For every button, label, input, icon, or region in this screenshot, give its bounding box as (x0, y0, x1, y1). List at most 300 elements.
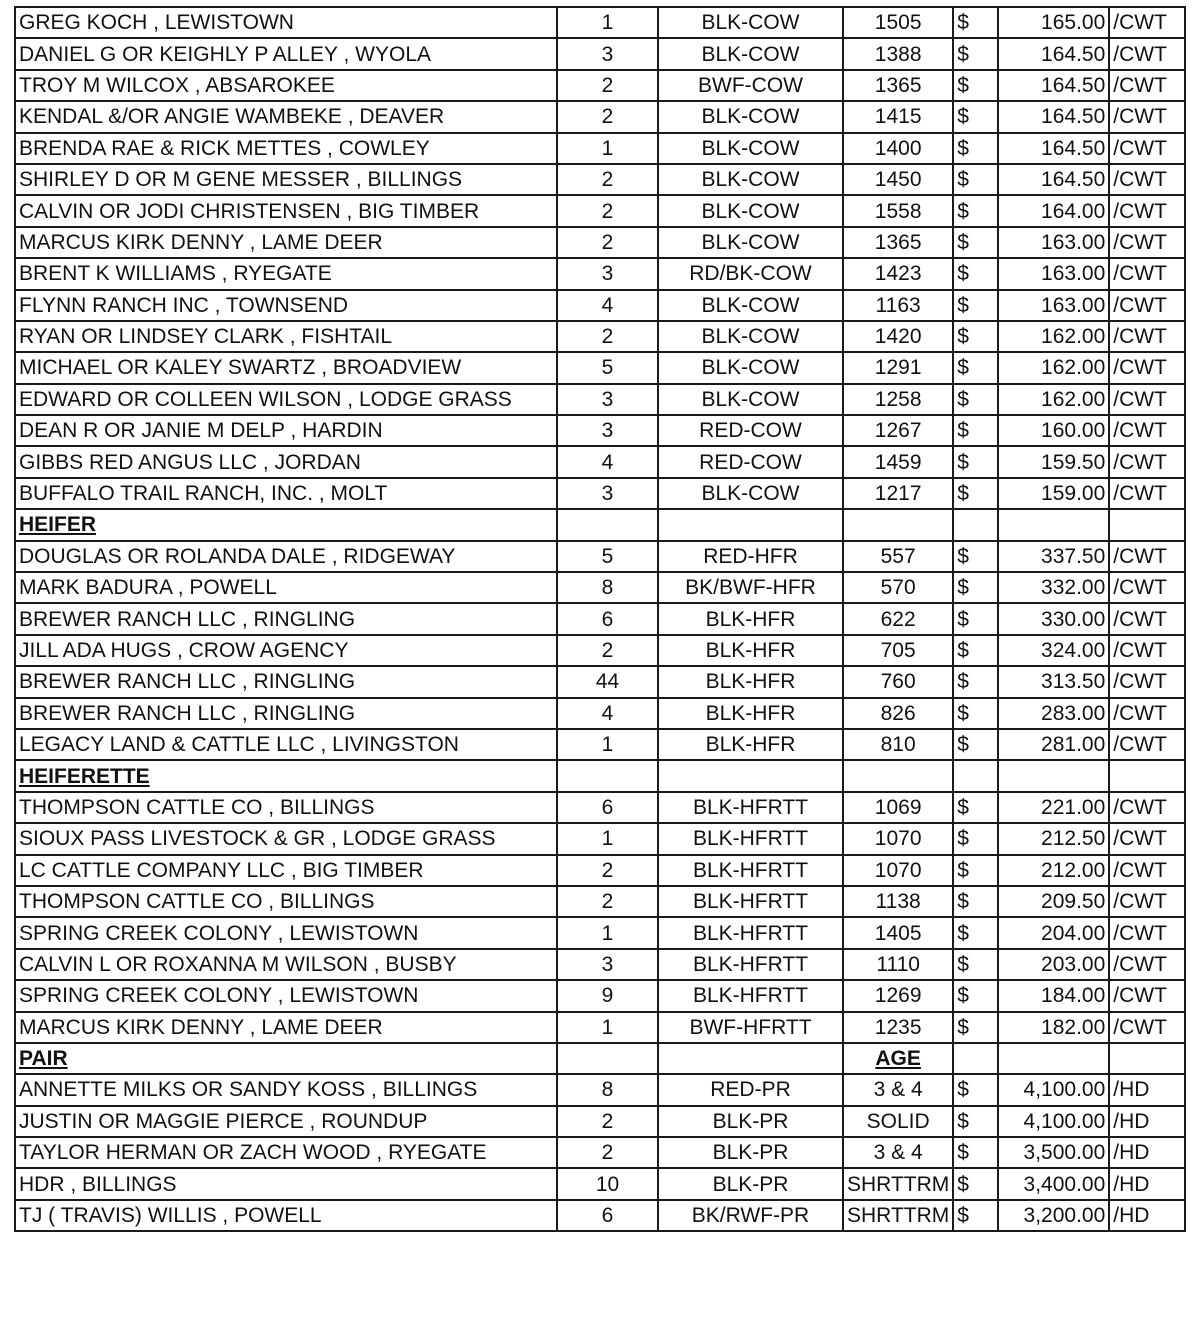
consignor-name-cell: KENDAL &/OR ANGIE WAMBEKE , DEAVER (15, 101, 557, 132)
head-count-cell: 44 (557, 666, 658, 697)
cattle-type-cell: BLK-COW (658, 7, 843, 38)
weight-cell: 1291 (843, 352, 953, 383)
price-unit-cell: /HD (1109, 1137, 1185, 1168)
consignor-name-cell: CALVIN OR JODI CHRISTENSEN , BIG TIMBER (15, 195, 557, 226)
price-unit-cell: /CWT (1109, 38, 1185, 69)
head-count-cell: 8 (557, 572, 658, 603)
cattle-type-cell: BLK-HFRTT (658, 792, 843, 823)
currency-symbol-cell: $ (953, 101, 998, 132)
table-row (15, 823, 1185, 854)
price-cell: 159.00 (998, 478, 1109, 509)
table-row (15, 384, 1185, 415)
currency-symbol-cell: $ (953, 258, 998, 289)
table-row (15, 603, 1185, 634)
weight-cell: 1069 (843, 792, 953, 823)
weight-cell: 1388 (843, 38, 953, 69)
table-row (15, 855, 1185, 886)
consignor-name-cell: SIOUX PASS LIVESTOCK & GR , LODGE GRASS (15, 823, 557, 854)
currency-symbol-cell: $ (953, 541, 998, 572)
consignor-name-cell: TAYLOR HERMAN OR ZACH WOOD , RYEGATE (15, 1137, 557, 1168)
price-cell: 165.00 (998, 7, 1109, 38)
price-cell: 163.00 (998, 290, 1109, 321)
section-label: AGE (843, 1043, 953, 1074)
consignor-name-cell: HDR , BILLINGS (15, 1168, 557, 1199)
section-label (843, 760, 953, 791)
consignor-name-cell: THOMPSON CATTLE CO , BILLINGS (15, 886, 557, 917)
currency-symbol-cell: $ (953, 290, 998, 321)
table-row (15, 1106, 1185, 1137)
weight-cell: 760 (843, 666, 953, 697)
price-cell: 164.50 (998, 164, 1109, 195)
price-unit-cell (1109, 760, 1185, 791)
price-cell: 3,200.00 (998, 1200, 1109, 1231)
currency-symbol-cell: $ (953, 195, 998, 226)
price-cell: 162.00 (998, 321, 1109, 352)
price-unit-cell: /CWT (1109, 698, 1185, 729)
cattle-type-cell: BLK-PR (658, 1106, 843, 1137)
price-unit-cell: /CWT (1109, 1012, 1185, 1043)
table-row (15, 258, 1185, 289)
head-count-cell: 3 (557, 258, 658, 289)
price-unit-cell: /CWT (1109, 227, 1185, 258)
price-cell: 4,100.00 (998, 1074, 1109, 1105)
table-row (15, 101, 1185, 132)
table-row (15, 38, 1185, 69)
currency-symbol-cell: $ (953, 352, 998, 383)
price-cell (998, 1043, 1109, 1074)
head-count-cell: 3 (557, 38, 658, 69)
cattle-type-cell (658, 509, 843, 540)
weight-cell: 1163 (843, 290, 953, 321)
price-unit-cell: /CWT (1109, 729, 1185, 760)
weight-cell: 1258 (843, 384, 953, 415)
consignor-name-cell: DEAN R OR JANIE M DELP , HARDIN (15, 415, 557, 446)
price-cell: 162.00 (998, 384, 1109, 415)
price-cell: 221.00 (998, 792, 1109, 823)
price-unit-cell: /CWT (1109, 855, 1185, 886)
table-row (15, 446, 1185, 477)
consignor-name-cell: ANNETTE MILKS OR SANDY KOSS , BILLINGS (15, 1074, 557, 1105)
table-row (15, 478, 1185, 509)
price-cell: 203.00 (998, 949, 1109, 980)
head-count-cell: 1 (557, 729, 658, 760)
cattle-type-cell: BLK-HFRTT (658, 886, 843, 917)
weight-cell: SHRTTRM (843, 1200, 953, 1231)
currency-symbol-cell (953, 1043, 998, 1074)
section-header-row (15, 1043, 1185, 1074)
head-count-cell: 2 (557, 227, 658, 258)
head-count-cell: 1 (557, 1012, 658, 1043)
head-count-cell (557, 760, 658, 791)
price-cell: 159.50 (998, 446, 1109, 477)
price-cell: 204.00 (998, 917, 1109, 948)
price-unit-cell (1109, 1043, 1185, 1074)
cattle-type-cell (658, 760, 843, 791)
price-unit-cell: /CWT (1109, 823, 1185, 854)
table-row (15, 729, 1185, 760)
currency-symbol-cell: $ (953, 1168, 998, 1199)
head-count-cell (557, 509, 658, 540)
table-row (15, 949, 1185, 980)
currency-symbol-cell: $ (953, 1137, 998, 1168)
weight-cell: 1138 (843, 886, 953, 917)
price-cell: 212.00 (998, 855, 1109, 886)
table-row (15, 666, 1185, 697)
cattle-type-cell: BLK-COW (658, 38, 843, 69)
table-row (15, 133, 1185, 164)
currency-symbol-cell: $ (953, 635, 998, 666)
price-cell: 324.00 (998, 635, 1109, 666)
cattle-type-cell: BLK-COW (658, 101, 843, 132)
currency-symbol-cell (953, 509, 998, 540)
price-cell: 160.00 (998, 415, 1109, 446)
price-unit-cell: /CWT (1109, 133, 1185, 164)
weight-cell: 1365 (843, 70, 953, 101)
price-cell: 3,500.00 (998, 1137, 1109, 1168)
table-row (15, 1200, 1185, 1231)
head-count-cell: 4 (557, 290, 658, 321)
consignor-name-cell: TROY M WILCOX , ABSAROKEE (15, 70, 557, 101)
cattle-type-cell: BLK-HFR (658, 666, 843, 697)
price-cell: 337.50 (998, 541, 1109, 572)
price-unit-cell: /CWT (1109, 478, 1185, 509)
currency-symbol-cell: $ (953, 572, 998, 603)
weight-cell: 810 (843, 729, 953, 760)
currency-symbol-cell: $ (953, 1200, 998, 1231)
weight-cell: 1558 (843, 195, 953, 226)
consignor-name-cell: LC CATTLE COMPANY LLC , BIG TIMBER (15, 855, 557, 886)
cattle-type-cell: BLK-PR (658, 1168, 843, 1199)
cattle-type-cell: BLK-COW (658, 478, 843, 509)
currency-symbol-cell: $ (953, 1012, 998, 1043)
consignor-name-cell: SPRING CREEK COLONY , LEWISTOWN (15, 917, 557, 948)
weight-cell: 826 (843, 698, 953, 729)
price-unit-cell: /CWT (1109, 603, 1185, 634)
head-count-cell: 1 (557, 133, 658, 164)
price-cell: 182.00 (998, 1012, 1109, 1043)
currency-symbol-cell: $ (953, 729, 998, 760)
currency-symbol-cell: $ (953, 227, 998, 258)
weight-cell: 3 & 4 (843, 1074, 953, 1105)
consignor-name-cell: SPRING CREEK COLONY , LEWISTOWN (15, 980, 557, 1011)
consignor-name-cell: EDWARD OR COLLEEN WILSON , LODGE GRASS (15, 384, 557, 415)
cattle-type-cell: BLK-COW (658, 321, 843, 352)
weight-cell: 1459 (843, 446, 953, 477)
currency-symbol-cell: $ (953, 7, 998, 38)
price-cell: 163.00 (998, 258, 1109, 289)
table-row (15, 886, 1185, 917)
head-count-cell: 1 (557, 917, 658, 948)
table-row (15, 792, 1185, 823)
price-cell: 4,100.00 (998, 1106, 1109, 1137)
consignor-name-cell: CALVIN L OR ROXANNA M WILSON , BUSBY (15, 949, 557, 980)
consignor-name-cell: THOMPSON CATTLE CO , BILLINGS (15, 792, 557, 823)
cattle-type-cell: BLK-HFR (658, 635, 843, 666)
currency-symbol-cell: $ (953, 855, 998, 886)
price-unit-cell: /CWT (1109, 792, 1185, 823)
weight-cell: SOLID (843, 1106, 953, 1137)
weight-cell: 1217 (843, 478, 953, 509)
price-cell: 163.00 (998, 227, 1109, 258)
cattle-type-cell: BLK-HFRTT (658, 823, 843, 854)
currency-symbol-cell: $ (953, 823, 998, 854)
head-count-cell: 2 (557, 321, 658, 352)
head-count-cell: 2 (557, 635, 658, 666)
currency-symbol-cell: $ (953, 70, 998, 101)
head-count-cell: 2 (557, 164, 658, 195)
head-count-cell: 2 (557, 1137, 658, 1168)
currency-symbol-cell: $ (953, 415, 998, 446)
currency-symbol-cell: $ (953, 164, 998, 195)
price-unit-cell: /CWT (1109, 446, 1185, 477)
price-unit-cell: /CWT (1109, 7, 1185, 38)
price-unit-cell: /CWT (1109, 258, 1185, 289)
weight-cell: 1400 (843, 133, 953, 164)
price-unit-cell: /CWT (1109, 415, 1185, 446)
table-row (15, 7, 1185, 38)
weight-cell: 1070 (843, 823, 953, 854)
currency-symbol-cell: $ (953, 384, 998, 415)
weight-cell: 1235 (843, 1012, 953, 1043)
head-count-cell: 6 (557, 792, 658, 823)
price-unit-cell: /CWT (1109, 917, 1185, 948)
price-unit-cell: /CWT (1109, 321, 1185, 352)
consignor-name-cell: JILL ADA HUGS , CROW AGENCY (15, 635, 557, 666)
currency-symbol-cell: $ (953, 446, 998, 477)
cattle-type-cell: BLK-HFR (658, 603, 843, 634)
head-count-cell: 5 (557, 352, 658, 383)
consignor-name-cell: MARK BADURA , POWELL (15, 572, 557, 603)
cattle-type-cell: RD/BK-COW (658, 258, 843, 289)
head-count-cell: 9 (557, 980, 658, 1011)
head-count-cell: 2 (557, 886, 658, 917)
head-count-cell: 3 (557, 384, 658, 415)
consignor-name-cell: DOUGLAS OR ROLANDA DALE , RIDGEWAY (15, 541, 557, 572)
currency-symbol-cell: $ (953, 792, 998, 823)
price-cell: 332.00 (998, 572, 1109, 603)
sale-table-body (15, 7, 1185, 1231)
price-unit-cell: /CWT (1109, 572, 1185, 603)
weight-cell: 1505 (843, 7, 953, 38)
price-cell: 164.50 (998, 101, 1109, 132)
currency-symbol-cell: $ (953, 321, 998, 352)
consignor-name-cell: BREWER RANCH LLC , RINGLING (15, 698, 557, 729)
weight-cell: 570 (843, 572, 953, 603)
head-count-cell (557, 1043, 658, 1074)
weight-cell: 1450 (843, 164, 953, 195)
currency-symbol-cell: $ (953, 1106, 998, 1137)
weight-cell: 1423 (843, 258, 953, 289)
price-cell (998, 760, 1109, 791)
weight-cell: 1420 (843, 321, 953, 352)
table-row (15, 541, 1185, 572)
cattle-type-cell: BWF-COW (658, 70, 843, 101)
currency-symbol-cell: $ (953, 917, 998, 948)
price-cell: 162.00 (998, 352, 1109, 383)
price-unit-cell: /CWT (1109, 164, 1185, 195)
section-label: HEIFERETTE (15, 760, 557, 791)
head-count-cell: 2 (557, 101, 658, 132)
consignor-name-cell: BREWER RANCH LLC , RINGLING (15, 603, 557, 634)
currency-symbol-cell: $ (953, 38, 998, 69)
cattle-type-cell: BLK-COW (658, 384, 843, 415)
price-unit-cell: /HD (1109, 1168, 1185, 1199)
price-unit-cell: /CWT (1109, 949, 1185, 980)
table-row (15, 415, 1185, 446)
currency-symbol-cell: $ (953, 133, 998, 164)
price-cell: 209.50 (998, 886, 1109, 917)
table-row (15, 227, 1185, 258)
cattle-type-cell: BLK-COW (658, 352, 843, 383)
weight-cell: SHRTTRM (843, 1168, 953, 1199)
cattle-type-cell: BLK-COW (658, 195, 843, 226)
currency-symbol-cell: $ (953, 603, 998, 634)
currency-symbol-cell: $ (953, 478, 998, 509)
price-unit-cell: /CWT (1109, 352, 1185, 383)
weight-cell: 1269 (843, 980, 953, 1011)
section-header-row (15, 509, 1185, 540)
table-row (15, 572, 1185, 603)
head-count-cell: 5 (557, 541, 658, 572)
price-cell: 164.00 (998, 195, 1109, 226)
weight-cell: 1267 (843, 415, 953, 446)
table-row (15, 164, 1185, 195)
price-unit-cell: /CWT (1109, 101, 1185, 132)
table-row (15, 1137, 1185, 1168)
section-label (843, 509, 953, 540)
currency-symbol-cell: $ (953, 949, 998, 980)
price-cell: 3,400.00 (998, 1168, 1109, 1199)
cattle-type-cell: BLK-HFR (658, 698, 843, 729)
cattle-type-cell: BK/RWF-PR (658, 1200, 843, 1231)
head-count-cell: 3 (557, 949, 658, 980)
cattle-type-cell: BLK-COW (658, 133, 843, 164)
table-row (15, 1012, 1185, 1043)
head-count-cell: 4 (557, 446, 658, 477)
price-unit-cell: /CWT (1109, 70, 1185, 101)
consignor-name-cell: BRENDA RAE & RICK METTES , COWLEY (15, 133, 557, 164)
table-row (15, 1074, 1185, 1105)
table-row (15, 1168, 1185, 1199)
consignor-name-cell: JUSTIN OR MAGGIE PIERCE , ROUNDUP (15, 1106, 557, 1137)
price-unit-cell: /HD (1109, 1106, 1185, 1137)
consignor-name-cell: FLYNN RANCH INC , TOWNSEND (15, 290, 557, 321)
weight-cell: 557 (843, 541, 953, 572)
consignor-name-cell: SHIRLEY D OR M GENE MESSER , BILLINGS (15, 164, 557, 195)
currency-symbol-cell: $ (953, 886, 998, 917)
section-label: HEIFER (15, 509, 557, 540)
price-unit-cell: /CWT (1109, 980, 1185, 1011)
consignor-name-cell: MARCUS KIRK DENNY , LAME DEER (15, 227, 557, 258)
price-unit-cell: /CWT (1109, 666, 1185, 697)
weight-cell: 1405 (843, 917, 953, 948)
cattle-type-cell: BK/BWF-HFR (658, 572, 843, 603)
price-unit-cell: /CWT (1109, 635, 1185, 666)
price-unit-cell: /CWT (1109, 384, 1185, 415)
price-unit-cell: /CWT (1109, 290, 1185, 321)
head-count-cell: 2 (557, 1106, 658, 1137)
head-count-cell: 2 (557, 195, 658, 226)
cattle-type-cell: BLK-COW (658, 290, 843, 321)
weight-cell: 622 (843, 603, 953, 634)
price-unit-cell: /HD (1109, 1200, 1185, 1231)
cattle-type-cell: RED-COW (658, 446, 843, 477)
price-unit-cell (1109, 509, 1185, 540)
table-row (15, 321, 1185, 352)
head-count-cell: 3 (557, 415, 658, 446)
weight-cell: 1365 (843, 227, 953, 258)
head-count-cell: 2 (557, 70, 658, 101)
head-count-cell: 1 (557, 823, 658, 854)
cattle-type-cell (658, 1043, 843, 1074)
head-count-cell: 4 (557, 698, 658, 729)
cattle-type-cell: BWF-HFRTT (658, 1012, 843, 1043)
price-unit-cell: /HD (1109, 1074, 1185, 1105)
table-row (15, 70, 1185, 101)
price-cell: 164.50 (998, 133, 1109, 164)
consignor-name-cell: BRENT K WILLIAMS , RYEGATE (15, 258, 557, 289)
table-row (15, 980, 1185, 1011)
consignor-name-cell: RYAN OR LINDSEY CLARK , FISHTAIL (15, 321, 557, 352)
cattle-type-cell: BLK-HFRTT (658, 980, 843, 1011)
cattle-type-cell: BLK-HFR (658, 729, 843, 760)
price-unit-cell: /CWT (1109, 541, 1185, 572)
table-row (15, 195, 1185, 226)
price-cell: 313.50 (998, 666, 1109, 697)
cattle-type-cell: RED-COW (658, 415, 843, 446)
price-unit-cell: /CWT (1109, 886, 1185, 917)
table-row (15, 698, 1185, 729)
head-count-cell: 6 (557, 603, 658, 634)
consignor-name-cell: MARCUS KIRK DENNY , LAME DEER (15, 1012, 557, 1043)
consignor-name-cell: GREG KOCH , LEWISTOWN (15, 7, 557, 38)
cattle-type-cell: RED-HFR (658, 541, 843, 572)
head-count-cell: 8 (557, 1074, 658, 1105)
price-cell: 212.50 (998, 823, 1109, 854)
cattle-type-cell: BLK-HFRTT (658, 917, 843, 948)
head-count-cell: 10 (557, 1168, 658, 1199)
sale-results-table (14, 6, 1186, 1232)
price-cell: 164.50 (998, 70, 1109, 101)
table-row (15, 290, 1185, 321)
consignor-name-cell: BUFFALO TRAIL RANCH, INC. , MOLT (15, 478, 557, 509)
table-row (15, 917, 1185, 948)
weight-cell: 1070 (843, 855, 953, 886)
cattle-type-cell: BLK-HFRTT (658, 949, 843, 980)
consignor-name-cell: TJ ( TRAVIS) WILLIS , POWELL (15, 1200, 557, 1231)
price-unit-cell: /CWT (1109, 195, 1185, 226)
price-cell: 281.00 (998, 729, 1109, 760)
weight-cell: 705 (843, 635, 953, 666)
section-label: PAIR (15, 1043, 557, 1074)
currency-symbol-cell: $ (953, 698, 998, 729)
cattle-type-cell: BLK-COW (658, 164, 843, 195)
price-cell: 184.00 (998, 980, 1109, 1011)
cattle-type-cell: BLK-HFRTT (658, 855, 843, 886)
cattle-type-cell: RED-PR (658, 1074, 843, 1105)
head-count-cell: 2 (557, 855, 658, 886)
head-count-cell: 6 (557, 1200, 658, 1231)
consignor-name-cell: GIBBS RED ANGUS LLC , JORDAN (15, 446, 557, 477)
weight-cell: 3 & 4 (843, 1137, 953, 1168)
price-cell (998, 509, 1109, 540)
weight-cell: 1110 (843, 949, 953, 980)
head-count-cell: 3 (557, 478, 658, 509)
cattle-type-cell: BLK-PR (658, 1137, 843, 1168)
currency-symbol-cell (953, 760, 998, 791)
table-row (15, 352, 1185, 383)
consignor-name-cell: BREWER RANCH LLC , RINGLING (15, 666, 557, 697)
